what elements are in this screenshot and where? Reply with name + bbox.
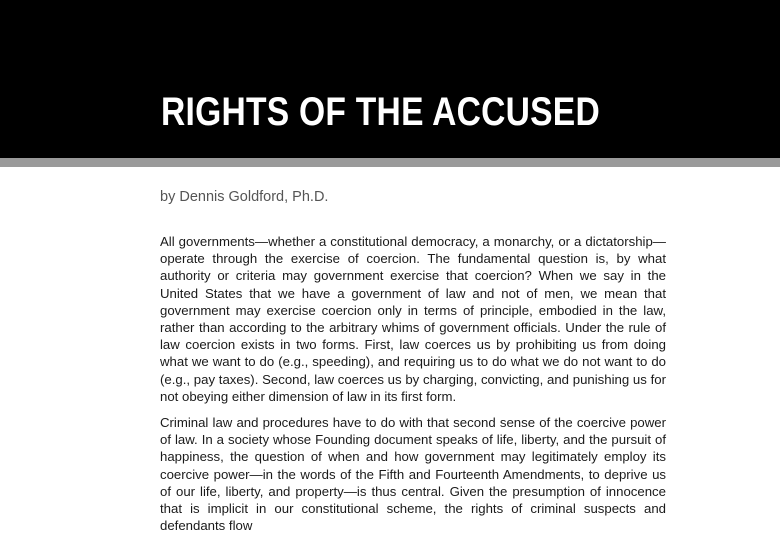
title-banner <box>0 0 780 158</box>
paragraph-2: Criminal law and procedures have to do with that second sense of the coercive power of law. In a society whose Founding document speaks of life, liberty, and the pursuit of happiness, the question of when and how government may legitimately employ its coercive power—in the words of the Fifth and Fourteenth Amendments, to deprive us of our life, liberty, and property—is thus central. Given the presumption of innocence that is implicit in our constitutional scheme, the rights of criminal suspects and defendants flow <box>160 415 666 534</box>
paragraph-1: All governments—whether a constitutional democracy, a monarchy, or a dictatorship—operate through the exercise of coercion. The fundamental question is, by what authority or criteria may government exercise that coercion? When we say in the United States that we have a government of law and not of men, we mean that government may exercise coercion only in terms of principle, embodied in the law, rather than according to the arbitrary whims of government officials. Under the rule of law coercion exists in two forms. First, law coerces us by prohibiting us from doing what we want to do (e.g., speeding), and requiring us to do what we do not want to do (e.g., pay taxes). Second, law coerces us by charging, convicting, and punishing us for not obeying either dimension of law in its first form. <box>160 234 666 404</box>
page-title: RIGHTS OF THE ACCUSED <box>161 90 600 134</box>
banner-divider <box>0 158 780 167</box>
article-body <box>160 233 666 543</box>
author-byline: by Dennis Goldford, Ph.D. <box>160 189 329 205</box>
